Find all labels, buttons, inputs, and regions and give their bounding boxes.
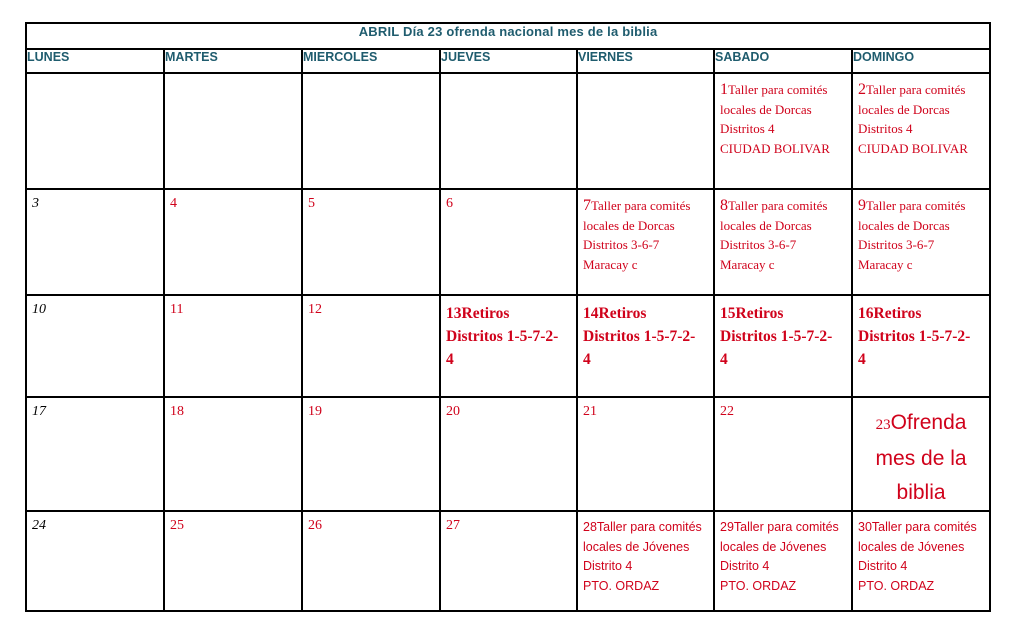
event-taller-dorcas bbox=[715, 74, 851, 158]
day-cell-4 bbox=[164, 189, 302, 295]
day-number: 11 bbox=[170, 302, 184, 317]
event-line: locales de Dorcas bbox=[720, 217, 812, 233]
event-line: 16Retiros bbox=[858, 305, 922, 322]
event-line: locales de Dorcas bbox=[858, 217, 950, 233]
day-cell-15 bbox=[714, 295, 852, 397]
event-line: PTO. ORDAZ bbox=[720, 578, 797, 593]
week-row-2 bbox=[26, 189, 990, 295]
event-retiros bbox=[853, 296, 989, 371]
day-cell-20 bbox=[440, 397, 577, 511]
day-cell-18 bbox=[164, 397, 302, 511]
event-line: 13Retiros bbox=[446, 305, 510, 322]
event-line: Maracay c bbox=[720, 256, 775, 272]
event-line: Taller para comités bbox=[866, 198, 966, 213]
event-taller-jovenes bbox=[578, 512, 713, 596]
event-line: Distritos 1-5-7-2- bbox=[858, 328, 971, 345]
day-number: 1 bbox=[720, 81, 728, 98]
event-line: Distritos 1-5-7-2- bbox=[720, 328, 833, 345]
event-line: Ofrenda bbox=[890, 411, 967, 434]
event-line: locales de Dorcas bbox=[720, 101, 812, 117]
day-cell-22 bbox=[714, 397, 852, 511]
event-retiros bbox=[441, 296, 576, 371]
weekday-header-thursday: JUEVES bbox=[440, 49, 577, 73]
weekday-header-tuesday: MARTES bbox=[164, 49, 302, 73]
day-number: 21 bbox=[583, 404, 597, 419]
event-line: 30Taller para comités bbox=[858, 520, 977, 534]
event-ofrenda-biblia bbox=[853, 398, 989, 510]
april-calendar bbox=[25, 22, 991, 612]
event-line: locales de Jóvenes bbox=[583, 539, 690, 554]
event-line: PTO. ORDAZ bbox=[583, 578, 660, 593]
day-number: 17 bbox=[32, 404, 46, 419]
event-line: PTO. ORDAZ bbox=[858, 578, 935, 593]
event-line: 28Taller para comités bbox=[583, 520, 702, 534]
day-number: 3 bbox=[32, 196, 39, 211]
day-cell-14 bbox=[577, 295, 714, 397]
day-cell-empty bbox=[164, 73, 302, 189]
day-cell-26 bbox=[302, 511, 440, 611]
event-line: 4 bbox=[446, 351, 454, 368]
event-taller-dorcas bbox=[853, 74, 989, 158]
event-line: 15Retiros bbox=[720, 305, 784, 322]
event-line: locales de Dorcas bbox=[858, 101, 950, 117]
event-line: Distrito 4 bbox=[583, 559, 633, 573]
event-line: locales de Dorcas bbox=[583, 217, 675, 233]
week-row-3 bbox=[26, 295, 990, 397]
day-cell-empty bbox=[26, 73, 164, 189]
day-cell-6 bbox=[440, 189, 577, 295]
event-line: locales de Jóvenes bbox=[858, 539, 965, 554]
day-number: 20 bbox=[446, 404, 460, 419]
day-number: 24 bbox=[32, 518, 46, 533]
weekday-header-friday: VIERNES bbox=[577, 49, 714, 73]
day-cell-24 bbox=[26, 511, 164, 611]
day-number: 9 bbox=[858, 197, 866, 214]
event-line: 4 bbox=[720, 351, 728, 368]
event-taller-dorcas bbox=[715, 190, 851, 274]
day-number: 26 bbox=[308, 518, 322, 533]
week-row-5 bbox=[26, 511, 990, 611]
day-number: 2 bbox=[858, 81, 866, 98]
week-row-1 bbox=[26, 73, 990, 189]
week-row-4 bbox=[26, 397, 990, 511]
event-line: 4 bbox=[858, 351, 866, 368]
day-cell-8 bbox=[714, 189, 852, 295]
day-cell-28 bbox=[577, 511, 714, 611]
event-taller-jovenes bbox=[853, 512, 989, 596]
day-cell-2 bbox=[852, 73, 990, 189]
day-cell-21 bbox=[577, 397, 714, 511]
event-taller-dorcas bbox=[853, 190, 989, 274]
day-cell-11 bbox=[164, 295, 302, 397]
event-line: Distrito 4 bbox=[858, 559, 908, 573]
day-number: 27 bbox=[446, 518, 460, 533]
day-cell-3 bbox=[26, 189, 164, 295]
day-cell-10 bbox=[26, 295, 164, 397]
day-number: 25 bbox=[170, 518, 184, 533]
day-cell-1 bbox=[714, 73, 852, 189]
day-number: 23 bbox=[875, 417, 891, 433]
event-line: Taller para comités bbox=[728, 82, 828, 97]
event-line: 4 bbox=[583, 351, 591, 368]
day-cell-empty bbox=[440, 73, 577, 189]
event-line: Distrito 4 bbox=[720, 559, 770, 573]
day-number: 10 bbox=[32, 302, 46, 317]
event-line: Taller para comités bbox=[591, 198, 691, 213]
day-number: 8 bbox=[720, 197, 728, 214]
weekday-header-sunday: DOMINGO bbox=[852, 49, 990, 73]
day-cell-13 bbox=[440, 295, 577, 397]
day-cell-9 bbox=[852, 189, 990, 295]
event-line: Taller para comités bbox=[866, 82, 966, 97]
day-cell-7 bbox=[577, 189, 714, 295]
event-line: 29Taller para comités bbox=[720, 520, 839, 534]
event-line: Maracay c bbox=[858, 256, 913, 272]
event-line: Distritos 3-6-7 bbox=[858, 237, 935, 252]
event-line: CIUDAD BOLIVAR bbox=[858, 140, 968, 156]
event-line: Distritos 1-5-7-2- bbox=[583, 328, 696, 345]
day-number: 18 bbox=[170, 404, 184, 419]
event-line: mes de la bbox=[875, 447, 967, 470]
event-line: Distritos 4 bbox=[858, 121, 913, 136]
day-cell-25 bbox=[164, 511, 302, 611]
day-number: 19 bbox=[308, 404, 322, 419]
day-cell-16 bbox=[852, 295, 990, 397]
day-cell-5 bbox=[302, 189, 440, 295]
day-number: 12 bbox=[308, 302, 322, 317]
day-cell-12 bbox=[302, 295, 440, 397]
event-line: Maracay c bbox=[583, 256, 638, 272]
day-cell-30 bbox=[852, 511, 990, 611]
day-number: 4 bbox=[170, 196, 177, 211]
day-number: 7 bbox=[583, 197, 591, 214]
event-line: 14Retiros bbox=[583, 305, 647, 322]
day-cell-17 bbox=[26, 397, 164, 511]
day-cell-29 bbox=[714, 511, 852, 611]
event-line: Distritos 3-6-7 bbox=[720, 237, 797, 252]
event-retiros bbox=[715, 296, 851, 371]
day-number: 22 bbox=[720, 404, 734, 419]
day-cell-empty bbox=[577, 73, 714, 189]
weekday-header-monday: LUNES bbox=[26, 49, 164, 73]
event-taller-dorcas bbox=[578, 190, 713, 274]
event-line: Taller para comités bbox=[728, 198, 828, 213]
event-line: CIUDAD BOLIVAR bbox=[720, 140, 830, 156]
day-cell-23 bbox=[852, 397, 990, 511]
event-taller-jovenes bbox=[715, 512, 851, 596]
day-cell-empty bbox=[302, 73, 440, 189]
event-line: Distritos 4 bbox=[720, 121, 775, 136]
event-line: Distritos 3-6-7 bbox=[583, 237, 660, 252]
calendar-title: ABRIL Día 23 ofrenda nacional mes de la biblia bbox=[26, 23, 990, 49]
event-line: Distritos 1-5-7-2- bbox=[446, 328, 559, 345]
day-number: 6 bbox=[446, 196, 453, 211]
event-line: biblia bbox=[896, 481, 946, 504]
event-line: locales de Jóvenes bbox=[720, 539, 827, 554]
weekday-header-saturday: SABADO bbox=[714, 49, 852, 73]
event-retiros bbox=[578, 296, 713, 371]
day-cell-27 bbox=[440, 511, 577, 611]
day-number: 5 bbox=[308, 196, 315, 211]
day-cell-19 bbox=[302, 397, 440, 511]
weekday-header-wednesday: MIERCOLES bbox=[302, 49, 440, 73]
